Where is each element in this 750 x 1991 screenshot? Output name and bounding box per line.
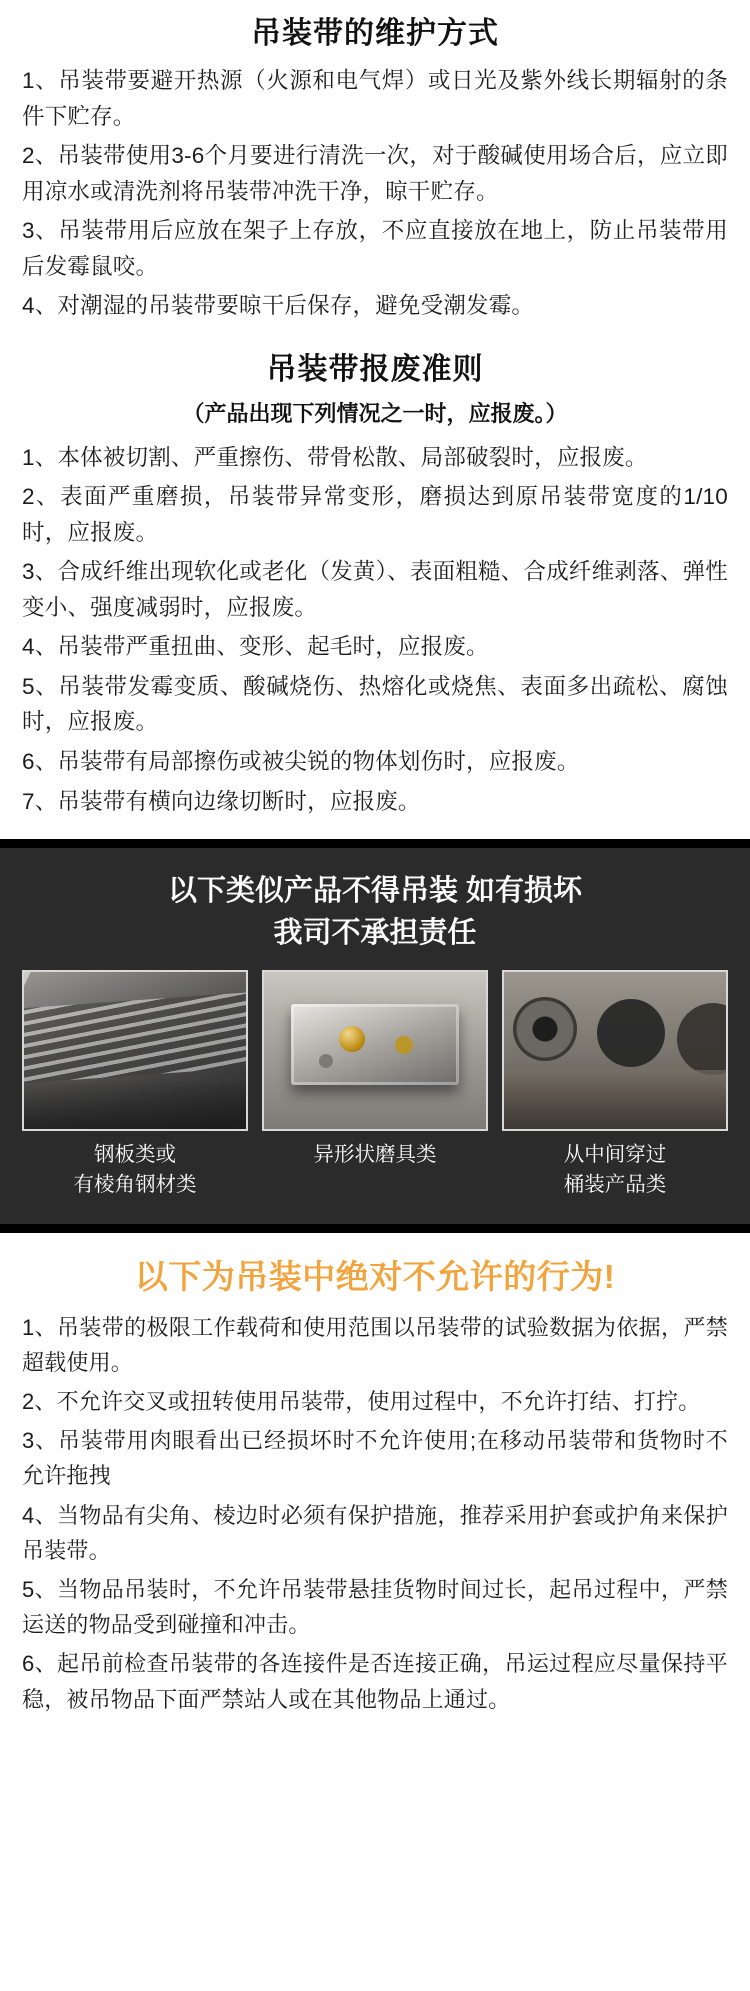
scrap-item: 5、吊装带发霉变质、酸碱烧伤、热熔化或烧焦、表面多出疏松、腐蚀时，应报废。 — [22, 673, 728, 735]
forbidden-products-title — [22, 864, 728, 970]
caption-line-2: 有棱角钢材类 — [73, 1172, 197, 1196]
prohibited-item: 3、吊装带用肉眼看出已经损坏时不允许使用;在移动吊装带和货物时不允许拖拽 — [22, 1428, 728, 1489]
maintenance-item: 4、对潮湿的吊装带要晾干后保存，避免受潮发霉。 — [22, 293, 535, 319]
scrap-item: 1、本体被切割、严重擦伤、带骨松散、局部破裂时，应报废。 — [22, 444, 648, 470]
scrap-criteria-section — [0, 336, 750, 819]
forbidden-product-caption — [564, 1131, 667, 1199]
spacer — [0, 823, 750, 839]
caption-line-1: 从中间穿过 — [563, 1143, 667, 1167]
spacer — [0, 328, 750, 336]
forbidden-product-item — [22, 970, 248, 1199]
prohibited-item: 4、当物品有尖角、棱边时必须有保护措施，推荐采用护套或护角来保护吊装带。 — [22, 1502, 728, 1563]
maintenance-item: 2、吊装带使用3-6个月要进行清洗一次，对于酸碱使用场合后，应立即用凉水或清洗剂将吊装带冲洗干净，晾干贮存。 — [22, 143, 728, 204]
maintenance-section — [0, 0, 750, 324]
mold-photo — [262, 970, 488, 1131]
maintenance-item: 1、吊装带要避开热源（火源和电气焊）或日光及紫外线长期辐射的条件下贮存。 — [22, 68, 728, 129]
prohibited-item: 2、不允许交叉或扭转使用吊装带，使用过程中，不允许打结、打拧。 — [22, 1389, 701, 1414]
prohibited-item: 5、当物品吊装时，不允许吊装带悬挂货物时间过长，起吊过程中，严禁运送的物品受到碰撞和冲击。 — [22, 1576, 728, 1638]
forbidden-product-caption — [74, 1131, 197, 1199]
forbidden-product-caption — [314, 1131, 437, 1170]
scrap-item: 2、表面严重磨损，吊装带异常变形，磨损达到原吊装带宽度的1/10时，应报废。 — [22, 484, 728, 545]
scrap-criteria-title: 吊装带报废准则 — [266, 352, 484, 386]
scrap-item: 6、吊装带有局部擦伤或被尖锐的物体划伤时，应报废。 — [22, 749, 580, 774]
scrap-item: 3、合成纤维出现软化或老化（发黄）、表面粗糙、合成纤维剥落、弹性变小、强度减弱时，应报废。 — [22, 559, 728, 620]
prohibited-behaviour-section — [0, 1233, 750, 1741]
caption-line-1: 异形状磨具类 — [313, 1143, 437, 1167]
scrap-item: 4、吊装带严重扭曲、变形、起毛时，应报废。 — [22, 634, 489, 660]
steel-coil-photo — [502, 970, 728, 1131]
maintenance-item: 3、吊装带用后应放在架子上存放，不应直接放在地上，防止吊装带用后发霉鼠咬。 — [22, 218, 728, 279]
scrap-criteria-subtitle: （产品出现下列情况之一时，应报废。） — [182, 400, 568, 426]
prohibited-behaviour-title: 以下为吊装中绝对不允许的行为! — [134, 1257, 616, 1295]
forbidden-products-title-line2: 我司不承担责任 — [273, 917, 477, 950]
caption-line-1: 钢板类或 — [94, 1143, 176, 1167]
forbidden-products-title-line1: 以下类似产品不得吊装 如有损坏 — [167, 875, 583, 908]
maintenance-title: 吊装带的维护方式 — [251, 17, 499, 50]
prohibited-item: 1、吊装带的极限工作载荷和使用范围以吊装带的试验数据为依据，严禁超载使用。 — [22, 1314, 728, 1375]
steel-plate-photo — [22, 970, 248, 1131]
forbidden-product-item — [502, 970, 728, 1199]
prohibited-item: 6、起吊前检查吊装带的各连接件是否连接正确，吊运过程应尽量保持平稳，被吊物品下面严禁站人或在其他物品上通过。 — [22, 1651, 728, 1712]
caption-line-2: 桶装产品类 — [563, 1172, 667, 1196]
forbidden-product-item — [262, 970, 488, 1199]
forbidden-products-section — [0, 839, 750, 1233]
forbidden-products-photo-row — [22, 970, 728, 1199]
scrap-item: 7、吊装带有横向边缘切断时，应报废。 — [22, 788, 421, 814]
